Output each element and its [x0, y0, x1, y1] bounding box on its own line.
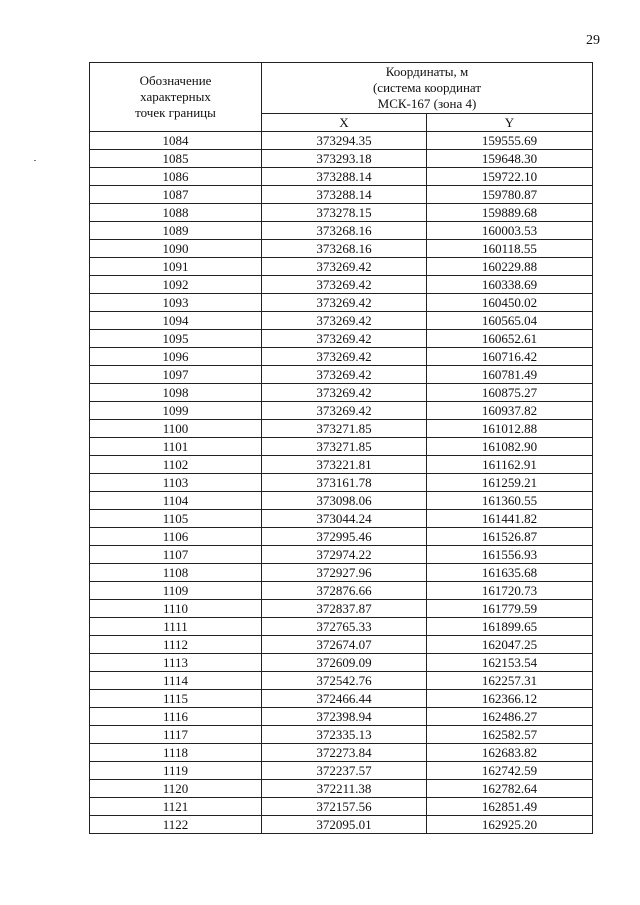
x-coordinate-cell: 372335.13: [262, 726, 427, 744]
table-row: [90, 510, 593, 528]
x-coordinate-cell: 373271.85: [262, 438, 427, 456]
y-coordinate-cell: 162742.59: [427, 762, 593, 780]
table-row: [90, 582, 593, 600]
point-id-cell: 1091: [90, 258, 262, 276]
point-header-line-2: характерных: [140, 89, 211, 104]
x-coordinate-cell: 373269.42: [262, 384, 427, 402]
point-id-cell: 1109: [90, 582, 262, 600]
x-coordinate-cell: 372837.87: [262, 600, 427, 618]
table-row: [90, 546, 593, 564]
x-coordinate-cell: 372674.07: [262, 636, 427, 654]
y-coordinate-cell: 161635.68: [427, 564, 593, 582]
point-id-cell: 1086: [90, 168, 262, 186]
point-id-cell: 1087: [90, 186, 262, 204]
point-id-cell: 1117: [90, 726, 262, 744]
x-coordinate-cell: 373294.35: [262, 132, 427, 150]
x-coordinate-cell: 373044.24: [262, 510, 427, 528]
y-coordinate-cell: 160118.55: [427, 240, 593, 258]
table-row: [90, 294, 593, 312]
table-row: [90, 744, 593, 762]
point-id-cell: 1105: [90, 510, 262, 528]
x-coordinate-cell: 372974.22: [262, 546, 427, 564]
point-id-cell: 1107: [90, 546, 262, 564]
table-row: [90, 222, 593, 240]
y-coordinate-cell: 159555.69: [427, 132, 593, 150]
y-coordinate-cell: 160229.88: [427, 258, 593, 276]
y-coordinate-cell: 161259.21: [427, 474, 593, 492]
y-coordinate-cell: 161012.88: [427, 420, 593, 438]
table-row: [90, 150, 593, 168]
y-coordinate-cell: 159722.10: [427, 168, 593, 186]
x-coordinate-cell: 373098.06: [262, 492, 427, 510]
y-coordinate-cell: 161720.73: [427, 582, 593, 600]
point-id-cell: 1094: [90, 312, 262, 330]
y-coordinate-cell: 160565.04: [427, 312, 593, 330]
y-column-header: Y: [427, 114, 593, 132]
x-coordinate-cell: 373269.42: [262, 330, 427, 348]
table-row: [90, 330, 593, 348]
y-coordinate-cell: 162683.82: [427, 744, 593, 762]
page-number: 29: [586, 33, 600, 48]
table-row: [90, 762, 593, 780]
x-coordinate-cell: 373269.42: [262, 258, 427, 276]
table-row: [90, 726, 593, 744]
point-id-cell: 1121: [90, 798, 262, 816]
stray-mark: [34, 160, 36, 161]
table-row: [90, 276, 593, 294]
point-header-line-1: Обозначение: [139, 73, 212, 88]
point-id-cell: 1088: [90, 204, 262, 222]
point-id-cell: 1085: [90, 150, 262, 168]
table-row: [90, 366, 593, 384]
point-header-line-3: точек границы: [135, 105, 216, 120]
x-coordinate-cell: 373269.42: [262, 366, 427, 384]
y-coordinate-cell: 162782.64: [427, 780, 593, 798]
table-row: [90, 708, 593, 726]
y-coordinate-cell: 162582.57: [427, 726, 593, 744]
point-id-cell: 1112: [90, 636, 262, 654]
y-coordinate-cell: 160781.49: [427, 366, 593, 384]
table-row: [90, 654, 593, 672]
x-coordinate-cell: 372927.96: [262, 564, 427, 582]
table-row: [90, 618, 593, 636]
point-id-cell: 1120: [90, 780, 262, 798]
x-coordinate-cell: 373288.14: [262, 186, 427, 204]
table-row: [90, 186, 593, 204]
point-id-cell: 1108: [90, 564, 262, 582]
x-coordinate-cell: 372211.38: [262, 780, 427, 798]
table-row: [90, 780, 593, 798]
table-row: [90, 492, 593, 510]
x-coordinate-cell: 373271.85: [262, 420, 427, 438]
point-id-cell: 1093: [90, 294, 262, 312]
y-coordinate-cell: 160338.69: [427, 276, 593, 294]
point-id-cell: 1084: [90, 132, 262, 150]
table-row: [90, 474, 593, 492]
table-row: [90, 816, 593, 834]
x-coordinate-cell: 373269.42: [262, 312, 427, 330]
y-coordinate-cell: 161779.59: [427, 600, 593, 618]
table-row: [90, 168, 593, 186]
x-coordinate-cell: 373161.78: [262, 474, 427, 492]
y-coordinate-cell: 161556.93: [427, 546, 593, 564]
x-coordinate-cell: 372765.33: [262, 618, 427, 636]
point-id-cell: 1111: [90, 618, 262, 636]
point-id-cell: 1106: [90, 528, 262, 546]
coordinates-header: [262, 63, 593, 114]
table-row: [90, 456, 593, 474]
y-coordinate-cell: 161162.91: [427, 456, 593, 474]
point-id-cell: 1104: [90, 492, 262, 510]
point-id-cell: 1110: [90, 600, 262, 618]
x-coordinate-cell: 373269.42: [262, 294, 427, 312]
y-coordinate-cell: 161082.90: [427, 438, 593, 456]
table-row: [90, 420, 593, 438]
x-coordinate-cell: 373221.81: [262, 456, 427, 474]
point-id-cell: 1119: [90, 762, 262, 780]
y-coordinate-cell: 162153.54: [427, 654, 593, 672]
x-coordinate-cell: 373268.16: [262, 222, 427, 240]
x-coordinate-cell: 373269.42: [262, 402, 427, 420]
point-id-cell: 1092: [90, 276, 262, 294]
point-id-cell: 1115: [90, 690, 262, 708]
y-coordinate-cell: 161526.87: [427, 528, 593, 546]
table-row: [90, 204, 593, 222]
y-coordinate-cell: 161899.65: [427, 618, 593, 636]
x-coordinate-cell: 373288.14: [262, 168, 427, 186]
x-coordinate-cell: 372542.76: [262, 672, 427, 690]
x-coordinate-cell: 372995.46: [262, 528, 427, 546]
x-coordinate-cell: 372398.94: [262, 708, 427, 726]
point-id-cell: 1100: [90, 420, 262, 438]
coordinates-table: [89, 62, 593, 834]
point-id-cell: 1096: [90, 348, 262, 366]
y-coordinate-cell: 160875.27: [427, 384, 593, 402]
point-id-cell: 1089: [90, 222, 262, 240]
x-coordinate-cell: 372466.44: [262, 690, 427, 708]
y-coordinate-cell: 161360.55: [427, 492, 593, 510]
y-coordinate-cell: 162257.31: [427, 672, 593, 690]
table-row: [90, 402, 593, 420]
point-id-cell: 1098: [90, 384, 262, 402]
y-coordinate-cell: 162851.49: [427, 798, 593, 816]
x-column-header: X: [262, 114, 427, 132]
x-coordinate-cell: 373269.42: [262, 276, 427, 294]
y-coordinate-cell: 162486.27: [427, 708, 593, 726]
point-id-cell: 1095: [90, 330, 262, 348]
table-row: [90, 636, 593, 654]
coords-header-line-2: (система координат: [372, 80, 482, 95]
point-id-cell: 1113: [90, 654, 262, 672]
table-row: [90, 528, 593, 546]
coords-header-line-1: Координаты, м: [385, 64, 469, 79]
point-id-cell: 1102: [90, 456, 262, 474]
y-coordinate-cell: 162047.25: [427, 636, 593, 654]
table-row: [90, 240, 593, 258]
x-coordinate-cell: 373268.16: [262, 240, 427, 258]
y-coordinate-cell: 160003.53: [427, 222, 593, 240]
x-coordinate-cell: 372095.01: [262, 816, 427, 834]
y-coordinate-cell: 159889.68: [427, 204, 593, 222]
table-row: [90, 672, 593, 690]
x-coordinate-cell: 373278.15: [262, 204, 427, 222]
table-row: [90, 132, 593, 150]
coordinates-table-body: [90, 132, 593, 834]
x-coordinate-cell: 372273.84: [262, 744, 427, 762]
table-row: [90, 564, 593, 582]
y-coordinate-cell: 159648.30: [427, 150, 593, 168]
x-coordinate-cell: 372609.09: [262, 654, 427, 672]
point-id-cell: 1114: [90, 672, 262, 690]
table-row: [90, 798, 593, 816]
y-coordinate-cell: 160450.02: [427, 294, 593, 312]
point-id-cell: 1122: [90, 816, 262, 834]
y-coordinate-cell: 160652.61: [427, 330, 593, 348]
table-row: [90, 258, 593, 276]
table-row: [90, 312, 593, 330]
x-coordinate-cell: 372157.56: [262, 798, 427, 816]
y-coordinate-cell: 161441.82: [427, 510, 593, 528]
point-designation-header: [90, 63, 262, 132]
coords-header-line-3: МСК-167 (зона 4): [377, 96, 477, 111]
y-coordinate-cell: 160716.42: [427, 348, 593, 366]
point-id-cell: 1103: [90, 474, 262, 492]
point-id-cell: 1099: [90, 402, 262, 420]
y-coordinate-cell: 160937.82: [427, 402, 593, 420]
x-coordinate-cell: 373293.18: [262, 150, 427, 168]
y-coordinate-cell: 162925.20: [427, 816, 593, 834]
point-id-cell: 1116: [90, 708, 262, 726]
table-row: [90, 690, 593, 708]
point-id-cell: 1118: [90, 744, 262, 762]
y-coordinate-cell: 159780.87: [427, 186, 593, 204]
x-coordinate-cell: 372237.57: [262, 762, 427, 780]
table-row: [90, 384, 593, 402]
table-row: [90, 348, 593, 366]
point-id-cell: 1090: [90, 240, 262, 258]
point-id-cell: 1101: [90, 438, 262, 456]
y-coordinate-cell: 162366.12: [427, 690, 593, 708]
x-coordinate-cell: 372876.66: [262, 582, 427, 600]
table-row: [90, 438, 593, 456]
table-row: [90, 600, 593, 618]
point-id-cell: 1097: [90, 366, 262, 384]
x-coordinate-cell: 373269.42: [262, 348, 427, 366]
